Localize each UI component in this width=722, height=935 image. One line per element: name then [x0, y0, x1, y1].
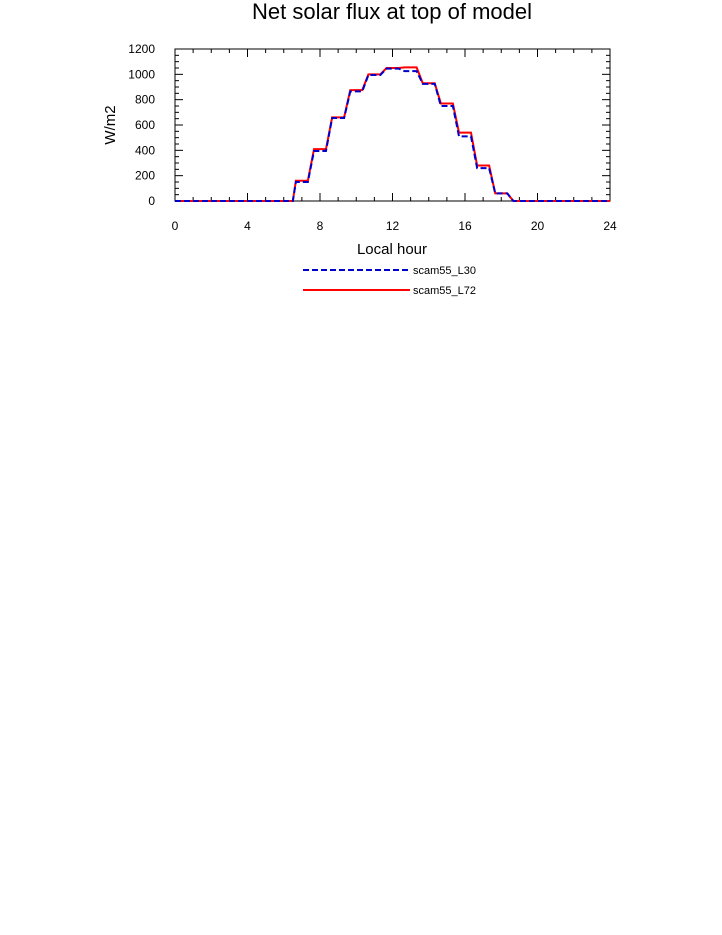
y-tick-label: 200 — [134, 168, 155, 183]
legend-label: scam55_L30 — [413, 265, 476, 277]
plot-frame — [175, 49, 610, 201]
x-tick-label: 12 — [385, 219, 400, 233]
series-lines — [175, 67, 610, 201]
y-axis-label: W/m2 — [102, 105, 119, 145]
series-line-scam55_L72 — [175, 67, 610, 201]
series-line-scam55_L30 — [175, 69, 610, 201]
legend-label: scam55_L72 — [413, 285, 476, 297]
x-tick-label: 4 — [244, 219, 251, 233]
y-tick-label: 600 — [134, 118, 155, 132]
x-axis-label: Local hour — [356, 241, 428, 258]
y-tick-label: 800 — [134, 92, 155, 107]
y-tick-label: 400 — [134, 143, 155, 158]
x-tick-label: 0 — [171, 219, 179, 233]
y-tick-label: 0 — [148, 194, 155, 208]
y-tick-label: 1200 — [128, 42, 155, 56]
legend — [303, 265, 476, 297]
x-tick-label: 8 — [316, 219, 324, 233]
x-tick-label: 24 — [603, 219, 617, 233]
x-tick-label: 16 — [458, 219, 472, 233]
y-tick-label: 1000 — [128, 67, 155, 82]
x-tick-label: 20 — [530, 219, 545, 233]
chart-title: Net solar flux at top of model — [251, 0, 533, 24]
axis-ticks — [175, 49, 610, 201]
axis-tick-labels — [128, 42, 617, 233]
